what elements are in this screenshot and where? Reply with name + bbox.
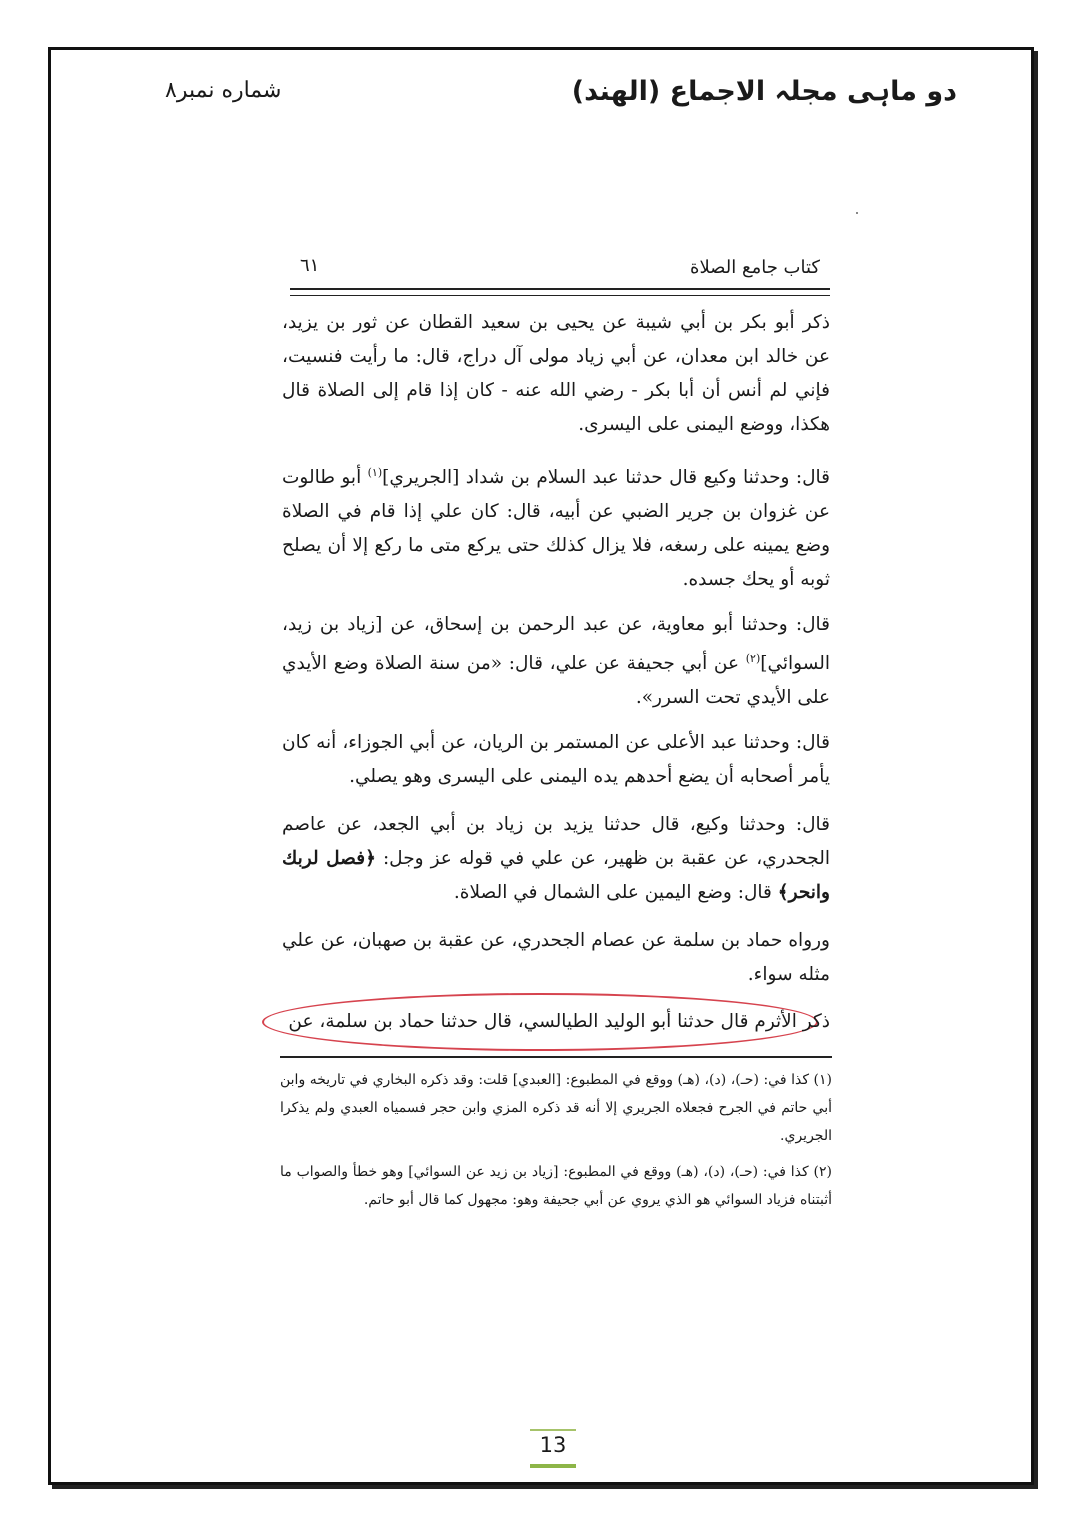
paragraph-6: ورواه حماد بن سلمة عن عصام الجحدري، عن عقبة بن صهبان، عن علي مثله سواء. xyxy=(282,930,830,985)
paragraph-5-text-b: قال: وضع اليمين على الشمال في الصلاة. xyxy=(453,882,778,903)
footnote-ref-2: (٢) xyxy=(745,652,761,665)
paragraph-3 xyxy=(282,608,830,715)
paragraph-3-text-a: قال: وحدثنا أبو معاوية، عن عبد الرحمن بن إسحاق، عن [زياد بن زيد، السوائي] xyxy=(282,614,830,675)
footnote-1: (١) كذا في: (حـ)، (د)، (هـ) ووقع في المطبوع: [العبدي] قلت: وقد ذكره البخاري في تاريخه وابن أبي حاتم في الجرح فجعلاه الجريري إلا أنه قد ذكره المزي وابن حجر فسمياه العبدي ولم يذكرا الجريري. xyxy=(280,1072,832,1144)
page-number-top-line xyxy=(530,1429,576,1431)
footnote-ref-1: (١) xyxy=(367,466,383,479)
paragraph-2-text-a: قال: وحدثنا وكيع قال حدثنا عبد السلام بن شداد [الجريري] xyxy=(382,467,830,489)
paragraph-2 xyxy=(282,456,830,597)
paragraph-1: ذكر أبو بكر بن أبي شيبة عن يحيى بن سعيد القطان عن ثور بن يزيد، عن خالد ابن معدان، عن أبي زياد مولى آل دراج، قال: ما رأيت فنسيت، فإني لم أنس أن أبا بكر - رضي الله عنه - كان إذا قام إلى الصلاة قال هكذا، ووضع اليمنى على اليسرى. xyxy=(282,312,830,435)
paragraph-5-text-a: قال: وحدثنا وكيع، قال حدثنا يزيد بن زياد بن أبي الجعد، عن عاصم الجحدري، عن عقبة بن ظهير، عن علي في قوله عز وجل: xyxy=(282,814,831,869)
paragraph-3-text-b: عن أبي جحيفة عن علي، قال: «من سنة الصلاة وضع الأيدي على الأيدي تحت السرر». xyxy=(282,653,830,709)
book-header xyxy=(290,255,830,285)
header-rule-thin xyxy=(290,295,830,296)
issue-number: شماره نمبر۸ xyxy=(165,78,282,103)
paragraph-4: قال: وحدثنا عبد الأعلى عن المستمر بن الريان، عن أبي الجوزاء، أنه كان يأمر أصحابه أن يضع أحدهم يده اليمنى على اليسرى وهو يصلي. xyxy=(282,732,830,787)
page-number: 13 xyxy=(539,1433,567,1457)
paragraph-7-highlighted: ذكر الأثرم قال حدثنا أبو الوليد الطيالسي، قال حدثنا حماد بن سلمة، عن xyxy=(288,1011,830,1032)
paragraph-2-text-b: أبو طالوت عن غزوان بن جرير الضبي عن أبيه، قال: كان علي إذا قام في الصلاة وضع يمينه على رسغه، فلا يزال كذلك حتى يركع متى ما ركع إلا أن يصلح ثوبه أو يحك جسده. xyxy=(282,467,830,591)
book-title: كتاب جامع الصلاة xyxy=(690,257,820,278)
scan-speck xyxy=(856,212,858,214)
magazine-title: دو ماہی مجلہ الاجماع (الهند) xyxy=(571,76,957,107)
header-rule-thick xyxy=(290,288,830,290)
page-number-bottom-bar xyxy=(530,1464,576,1468)
quran-quote: ﴿فصل لربك وانحر﴾ xyxy=(282,848,830,903)
footnote-rule xyxy=(280,1056,832,1058)
paragraph-5 xyxy=(282,808,830,910)
footnote-2: (٢) كذا في: (حـ)، (د)، (هـ) ووقع في المطبوع: [زياد بن زيد عن السوائي] وهو خطأ والصواب ما أثبتناه فزياد السوائي هو الذي يروي عن أبي جحيفة وهو: مجهول كما قال أبو حاتم. xyxy=(280,1164,832,1208)
book-page-number: ٦١ xyxy=(300,255,320,276)
